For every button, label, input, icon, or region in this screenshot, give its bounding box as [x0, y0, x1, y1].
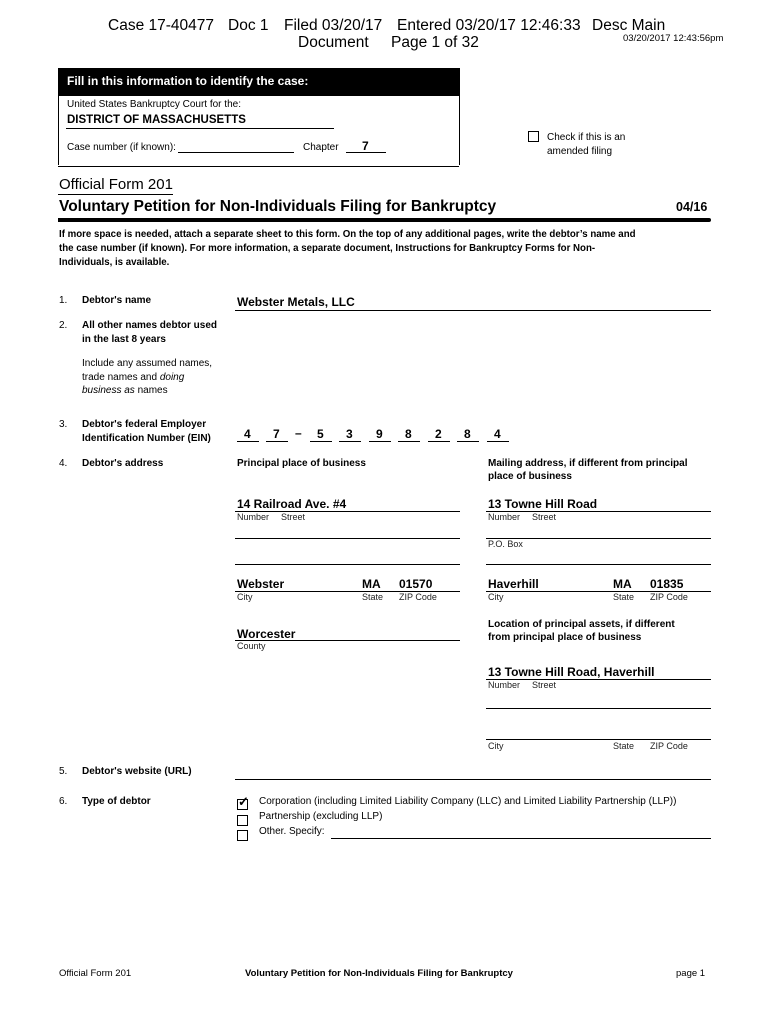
item-6-label: Type of debtor — [82, 796, 151, 807]
case-number: Case 17-40477 — [108, 17, 214, 34]
mailing-street-label: Street — [532, 512, 557, 522]
item-4-label: Debtor's address — [82, 458, 164, 469]
principal-state-value: MA — [362, 577, 381, 591]
item-2-number: 2. — [59, 320, 68, 331]
mailing-city-value: Haverhill — [488, 577, 539, 591]
amended-line2: amended filing — [547, 146, 613, 157]
entered-date: Entered 03/20/17 12:46:33 — [397, 17, 581, 34]
state-label: State — [362, 592, 384, 602]
location-street-label: Street — [532, 680, 557, 690]
item-2-label-a: All other names debtor used — [82, 320, 218, 331]
case-id-title: Fill in this information to identify the case: — [67, 74, 309, 88]
mailing-label-1: Mailing address, if different from principal — [488, 458, 688, 469]
item-5-number: 5. — [59, 766, 68, 777]
location-label-2: from principal place of business — [488, 632, 642, 643]
zip-label: ZIP Code — [399, 592, 437, 602]
location-street-value: 13 Towne Hill Road, Haverhill — [488, 665, 655, 679]
item-2-label-b: in the last 8 years — [82, 334, 166, 345]
case-id-title-bar — [59, 68, 459, 94]
ein-digit: 4 — [494, 427, 501, 441]
state-label: State — [613, 592, 635, 602]
amended-checkbox[interactable] — [528, 131, 539, 142]
item-2-help-c: business as names — [82, 385, 168, 396]
zip-label: ZIP Code — [650, 592, 688, 602]
item-1-number: 1. — [59, 295, 68, 306]
principal-number-label: Number — [237, 512, 270, 522]
instructions-line1: If more space is needed, attach a separate sheet to this form. On the top of any additional pages, write the debtor’s name and — [59, 229, 636, 240]
chapter-label: Chapter — [303, 142, 339, 153]
mailing-line3-field[interactable] — [486, 564, 711, 565]
official-form-label: Official Form 201 — [59, 176, 173, 193]
case-number-label: Case number (if known): — [67, 142, 176, 153]
instructions-line2: the case number (if known). For more information, a separate document, Instructions for Bankruptcy Forms for Non- — [59, 243, 596, 254]
item-2-help-a: Include any assumed names, — [82, 358, 213, 369]
other-checkbox[interactable] — [237, 830, 248, 841]
chapter-value: 7 — [362, 139, 369, 153]
filed-date: Filed 03/20/17 — [284, 17, 383, 34]
principal-street-value: 14 Railroad Ave. #4 — [237, 497, 347, 511]
ein-digit: 8 — [464, 427, 471, 441]
form-version: 04/16 — [676, 200, 708, 214]
mailing-street-value: 13 Towne Hill Road — [488, 497, 598, 511]
form-title: Voluntary Petition for Non-Individuals Filing for Bankruptcy — [59, 198, 497, 215]
principal-line3-field[interactable] — [235, 564, 460, 565]
city-label: City — [488, 592, 504, 602]
other-option: Other. Specify: — [259, 826, 325, 837]
item-6-number: 6. — [59, 796, 68, 807]
mailing-number-label: Number — [488, 512, 521, 522]
item-3-label-a: Debtor's federal Employer — [82, 419, 207, 430]
district-name: DISTRICT OF MASSACHUSETTS — [67, 114, 246, 126]
principal-zip-value: 01570 — [399, 577, 433, 591]
location-label-1: Location of principal assets, if different — [488, 619, 675, 630]
principal-street2-field[interactable] — [235, 538, 460, 539]
county-field[interactable] — [235, 640, 460, 641]
location-number-label: Number — [488, 680, 521, 690]
checkmark-icon: ✓ — [238, 794, 249, 809]
item-5-label: Debtor's website (URL) — [82, 766, 192, 777]
debtor-name-value: Webster Metals, LLC — [237, 295, 355, 309]
county-label: County — [237, 641, 266, 651]
city-label: City — [488, 741, 504, 751]
item-1-label: Debtor's name — [82, 295, 152, 306]
court-label: United States Bankruptcy Court for the: — [67, 99, 241, 110]
location-street2-field[interactable] — [486, 708, 711, 709]
document-label: Document — [298, 34, 369, 51]
principal-street-label: Street — [281, 512, 306, 522]
zip-label: ZIP Code — [650, 741, 688, 751]
footer-page: page 1 — [676, 968, 706, 979]
principal-city-value: Webster — [237, 577, 285, 591]
corporation-option: Corporation (including Limited Liability Company (LLC) and Limited Liability Partnership (LLP)) — [259, 796, 677, 807]
item-3-label-b: Identification Number (EIN) — [82, 433, 211, 444]
city-label: City — [237, 592, 253, 602]
website-field[interactable] — [235, 779, 711, 780]
location-city-field[interactable] — [486, 739, 711, 740]
ein-dash: – — [295, 426, 302, 440]
timestamp: 03/20/2017 12:43:56pm — [623, 33, 724, 44]
ein-digit: 7 — [273, 427, 280, 441]
amended-line1: Check if this is an — [547, 132, 626, 143]
ein-digit: 4 — [244, 427, 251, 441]
ein-digit: 5 — [317, 427, 324, 441]
desc-main: Desc Main — [592, 17, 666, 34]
other-specify-field[interactable] — [331, 838, 711, 839]
ein-digit: 8 — [405, 427, 412, 441]
po-box-label: P.O. Box — [488, 539, 523, 549]
doc-number: Doc 1 — [228, 17, 269, 34]
page-count: Page 1 of 32 — [391, 34, 479, 51]
mailing-state-value: MA — [613, 577, 632, 591]
ein-digit: 9 — [376, 427, 383, 441]
footer-title: Voluntary Petition for Non-Individuals Filing for Bankruptcy — [245, 968, 513, 979]
mailing-label-2: place of business — [488, 471, 572, 482]
partnership-option: Partnership (excluding LLP) — [259, 811, 383, 822]
title-rule — [58, 218, 711, 222]
ein-digit: 3 — [346, 427, 353, 441]
debtor-name-field[interactable] — [235, 310, 711, 311]
item-2-help-b: trade names and doing — [82, 372, 185, 383]
item-4-number: 4. — [59, 458, 68, 469]
county-value: Worcester — [237, 627, 296, 641]
principal-place-label: Principal place of business — [237, 458, 366, 469]
state-label: State — [613, 741, 635, 751]
partnership-checkbox[interactable] — [237, 815, 248, 826]
case-number-field[interactable] — [178, 152, 294, 153]
instructions-line3: Individuals, is available. — [59, 257, 170, 268]
item-3-number: 3. — [59, 419, 68, 430]
footer-form-label: Official Form 201 — [59, 968, 132, 979]
mailing-zip-value: 01835 — [650, 577, 684, 591]
ein-digit: 2 — [435, 427, 442, 441]
